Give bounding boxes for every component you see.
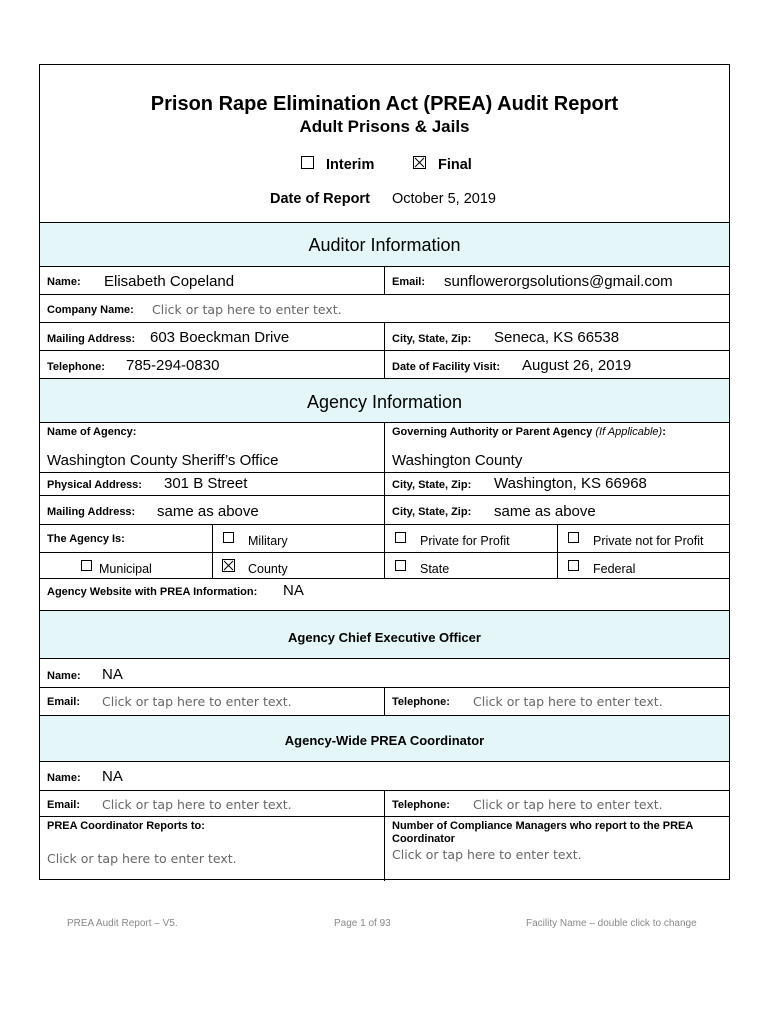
agency-mailing-value[interactable]: same as above	[157, 503, 259, 520]
private-profit-label: Private for Profit	[420, 534, 510, 548]
municipal-checkbox[interactable]	[81, 560, 92, 571]
interim-label: Interim	[326, 157, 375, 173]
governing-authority-label: Governing Authority or Parent Agency (If Applicable):	[392, 426, 666, 438]
compliance-managers-label: Number of Compliance Managers who report to the PREA Coordinator	[392, 820, 693, 845]
auditor-mailing-value[interactable]: 603 Boeckman Drive	[150, 329, 290, 346]
state-label: State	[420, 562, 450, 576]
ceo-email-label: Email:	[47, 696, 81, 708]
agency-mailing-label: Mailing Address:	[47, 506, 136, 518]
private-nonprofit-label: Private not for Profit	[593, 534, 704, 548]
coordinator-email-input[interactable]: Click or tap here to enter text.	[102, 797, 292, 812]
physical-address-value[interactable]: 301 B Street	[164, 475, 248, 492]
military-checkbox[interactable]	[223, 532, 234, 543]
facility-visit-value[interactable]: August 26, 2019	[522, 357, 632, 374]
coordinator-name-value[interactable]: NA	[102, 768, 123, 785]
county-label: County	[248, 562, 288, 576]
agency-website-label: Agency Website with PREA Information:	[47, 586, 258, 598]
private-profit-checkbox[interactable]	[395, 532, 406, 543]
ceo-phone-input[interactable]: Click or tap here to enter text.	[473, 694, 663, 709]
final-label: Final	[438, 157, 472, 173]
auditor-email-label: Email:	[392, 276, 426, 288]
agency-city-label: City, State, Zip:	[392, 479, 472, 491]
federal-label: Federal	[593, 562, 636, 576]
audit-report-form	[39, 64, 730, 880]
ceo-name-label: Name:	[47, 670, 81, 682]
private-nonprofit-checkbox[interactable]	[568, 532, 579, 543]
footer-version: PREA Audit Report – V5.	[67, 918, 178, 929]
ceo-name-value[interactable]: NA	[102, 666, 123, 683]
auditor-city-label: City, State, Zip:	[392, 333, 472, 345]
auditor-name-value[interactable]: Elisabeth Copeland	[104, 273, 235, 290]
state-checkbox[interactable]	[395, 560, 406, 571]
agency-city2-label: City, State, Zip:	[392, 506, 472, 518]
company-name-label: Company Name:	[47, 304, 134, 316]
auditor-city-value[interactable]: Seneca, KS 66538	[494, 329, 620, 346]
facility-visit-label: Date of Facility Visit:	[392, 361, 500, 373]
coordinator-reports-label: PREA Coordinator Reports to:	[47, 820, 205, 832]
auditor-mailing-label: Mailing Address:	[47, 333, 136, 345]
date-of-report-label: Date of Report	[270, 191, 370, 207]
federal-checkbox[interactable]	[568, 560, 579, 571]
agency-is-label: The Agency Is:	[47, 533, 125, 545]
coordinator-email-label: Email:	[47, 799, 81, 811]
interim-checkbox[interactable]	[301, 156, 314, 169]
ceo-section-title: Agency Chief Executive Officer	[288, 630, 481, 645]
auditor-phone-value[interactable]: 785-294-0830	[126, 357, 220, 374]
county-checkbox-checked[interactable]	[222, 559, 235, 572]
governing-authority-value[interactable]: Washington County	[392, 452, 523, 469]
agency-website-value[interactable]: NA	[283, 582, 304, 599]
company-name-input[interactable]: Click or tap here to enter text.	[152, 302, 342, 317]
agency-city2-value[interactable]: same as above	[494, 503, 596, 520]
coordinator-phone-label: Telephone:	[392, 799, 450, 811]
date-of-report-value[interactable]: October 5, 2019	[392, 191, 496, 207]
municipal-label: Municipal	[99, 562, 152, 576]
coordinator-section-title: Agency-Wide PREA Coordinator	[284, 733, 485, 748]
agency-name-value[interactable]: Washington County Sheriff’s Office	[47, 452, 279, 469]
final-checkbox-checked[interactable]	[413, 156, 426, 169]
coordinator-phone-input[interactable]: Click or tap here to enter text.	[473, 797, 663, 812]
ceo-email-input[interactable]: Click or tap here to enter text.	[102, 694, 292, 709]
footer-facility-name[interactable]: Facility Name – double click to change	[526, 918, 697, 929]
coordinator-name-label: Name:	[47, 772, 81, 784]
auditor-email-value[interactable]: sunflowerorgsolutions@gmail.com	[444, 273, 673, 290]
compliance-managers-input[interactable]: Click or tap here to enter text.	[392, 847, 582, 862]
auditor-section-title: Auditor Information	[308, 235, 461, 255]
physical-address-label: Physical Address:	[47, 479, 142, 491]
report-title: Prison Rape Elimination Act (PREA) Audit Report	[150, 93, 619, 115]
auditor-phone-label: Telephone:	[47, 361, 105, 373]
auditor-name-label: Name:	[47, 276, 81, 288]
agency-section-title: Agency Information	[306, 392, 463, 412]
agency-city-value[interactable]: Washington, KS 66968	[494, 475, 647, 492]
military-label: Military	[248, 534, 288, 548]
ceo-phone-label: Telephone:	[392, 696, 450, 708]
coordinator-reports-input[interactable]: Click or tap here to enter text.	[47, 851, 237, 866]
report-subtitle: Adult Prisons & Jails	[299, 117, 470, 136]
footer-page-number: Page 1 of 93	[334, 918, 391, 929]
agency-name-label: Name of Agency:	[47, 426, 137, 438]
